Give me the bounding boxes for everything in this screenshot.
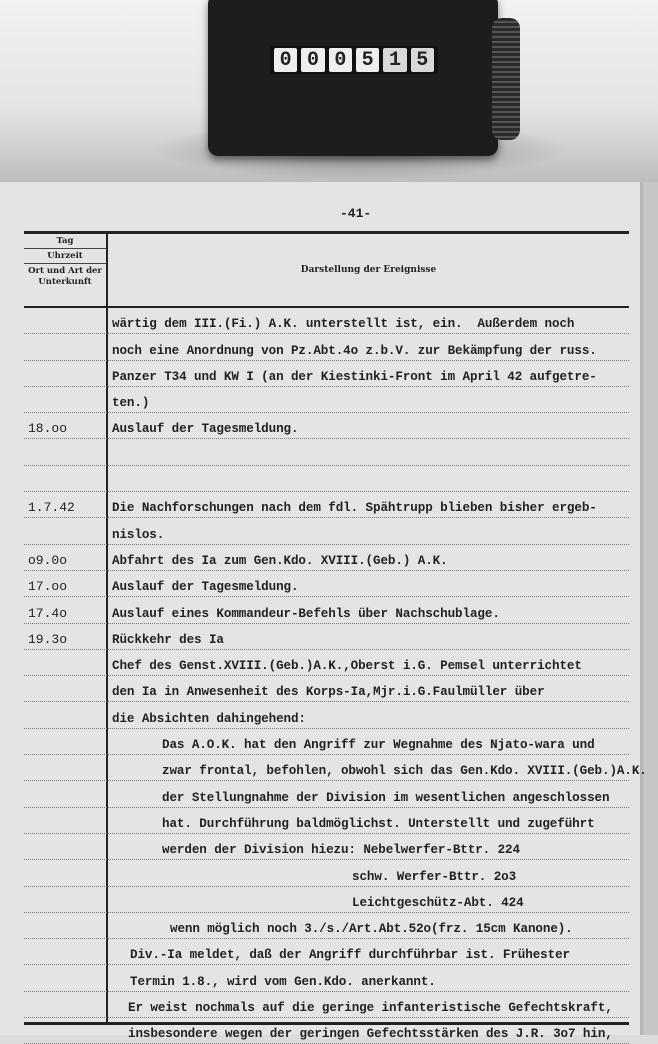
row-text: den Ia in Anwesenheit des Korps-Ia,Mjr.i.G.Faulmüller über <box>112 685 545 700</box>
table-row <box>24 965 629 991</box>
table-row <box>24 361 629 387</box>
row-text: wenn möglich noch 3./s./Art.Abt.52o(frz. 15cm Kanone). <box>170 922 573 937</box>
table-row <box>24 676 629 702</box>
table-row <box>24 308 629 334</box>
row-text: nislos. <box>112 527 165 542</box>
table-row <box>24 518 629 544</box>
row-text: noch eine Anordnung von Pz.Abt.4o z.b.V. zur Bekämpfung der russ. <box>112 343 597 358</box>
row-time: 17.oo <box>28 579 68 595</box>
header-day: Tag <box>24 234 106 249</box>
header-time: Uhrzeit <box>24 249 106 264</box>
row-text: Termin 1.8., wird vom Gen.Kdo. anerkannt. <box>130 974 436 989</box>
page-number: -41- <box>340 206 372 221</box>
row-text: Auslauf der Tagesmeldung. <box>112 580 299 595</box>
table-row <box>24 413 629 439</box>
war-diary-table <box>24 231 647 1042</box>
counter-digit: 0 <box>274 48 297 72</box>
row-time: 1.7.42 <box>28 500 75 516</box>
table-rows <box>24 308 647 1044</box>
counter-display <box>270 46 438 74</box>
row-text: zwar frontal, befohlen, obwohl sich das Gen.Kdo. XVIII.(Geb.)A.K. <box>162 764 647 779</box>
table-row <box>24 992 629 1018</box>
row-text: Chef des Genst.XVIII.(Geb.)A.K.,Oberst i.G. Pemsel unterrichtet <box>112 659 582 674</box>
counter-digit: 0 <box>329 48 352 72</box>
counter-digit: 0 <box>301 48 324 72</box>
row-text: Auslauf der Tagesmeldung. <box>112 422 299 437</box>
row-text: Div.-Ia meldet, daß der Angriff durchführbar ist. Frühester <box>130 948 570 963</box>
table-row <box>24 387 629 413</box>
row-time: 17.4o <box>28 605 68 621</box>
row-text: werden der Division hiezu: Nebelwerfer-Bttr. 224 <box>162 843 520 858</box>
row-text: Rückkehr des Ia <box>112 632 224 647</box>
table-row <box>24 1018 629 1044</box>
row-text: Abfahrt des Ia zum Gen.Kdo. XVIII.(Geb.) A.K. <box>112 553 448 568</box>
table-row <box>24 834 629 860</box>
row-text: Das A.O.K. hat den Angriff zur Wegnahme des Njato-wara und <box>162 738 595 753</box>
table-row <box>24 597 629 623</box>
table-row <box>24 545 629 571</box>
table-row <box>24 439 629 465</box>
row-text: insbesondere wegen der geringen Gefechtsstärken des J.R. 3o7 hin, <box>128 1027 613 1042</box>
row-text: schw. Werfer-Bttr. 2o3 <box>352 869 517 884</box>
table-row <box>24 334 629 360</box>
row-text: die Absichten dahingehend: <box>112 711 306 726</box>
row-text: Panzer T34 und KW I (an der Kiestinki-Front im April 42 aufgetre- <box>112 369 597 384</box>
row-text: Auslauf eines Kommandeur-Befehls über Nachschublage. <box>112 606 500 621</box>
table-row <box>24 913 629 939</box>
row-text: hat. Durchführung baldmöglichst. Unterstellt und zugeführt <box>162 816 595 831</box>
table-row <box>24 624 629 650</box>
table-row <box>24 571 629 597</box>
background-photo <box>0 0 658 182</box>
row-text: Er weist nochmals auf die geringe infanteristische Gefechtskraft, <box>128 1001 613 1016</box>
table-row <box>24 781 629 807</box>
row-text: der Stellungnahme der Division im wesentlichen angeschlossen <box>162 790 610 805</box>
table-row <box>24 808 629 834</box>
row-time: 18.oo <box>28 421 68 437</box>
counter-wheel <box>492 18 520 140</box>
table-row <box>24 466 629 492</box>
counter-digit: 5 <box>411 48 434 72</box>
table-row <box>24 729 629 755</box>
row-text: Die Nachforschungen nach dem fdl. Spähtrupp blieben bisher ergeb- <box>112 501 597 516</box>
table-row <box>24 702 629 728</box>
page-counter-device <box>208 0 498 156</box>
row-text: Leichtgeschütz-Abt. 424 <box>352 895 524 910</box>
row-text: wärtig dem III.(Fi.) A.K. unterstellt ist, ein. Außerdem noch <box>112 317 575 332</box>
counter-digit: 5 <box>356 48 379 72</box>
row-time: 19.3o <box>28 631 68 647</box>
row-text: ten.) <box>112 396 150 411</box>
table-row <box>24 860 629 886</box>
row-time: o9.0o <box>28 552 68 568</box>
table-row <box>24 755 647 781</box>
page-edge <box>643 182 658 1035</box>
header-location: Ort und Art der Unterkunft <box>28 266 102 287</box>
counter-digit: 1 <box>383 48 406 72</box>
table-row <box>24 887 629 913</box>
table-row <box>24 650 629 676</box>
header-left-column <box>24 234 106 308</box>
table-row <box>24 492 629 518</box>
table-row <box>24 939 629 965</box>
header-events: Darstellung der Ereignisse <box>108 234 629 308</box>
